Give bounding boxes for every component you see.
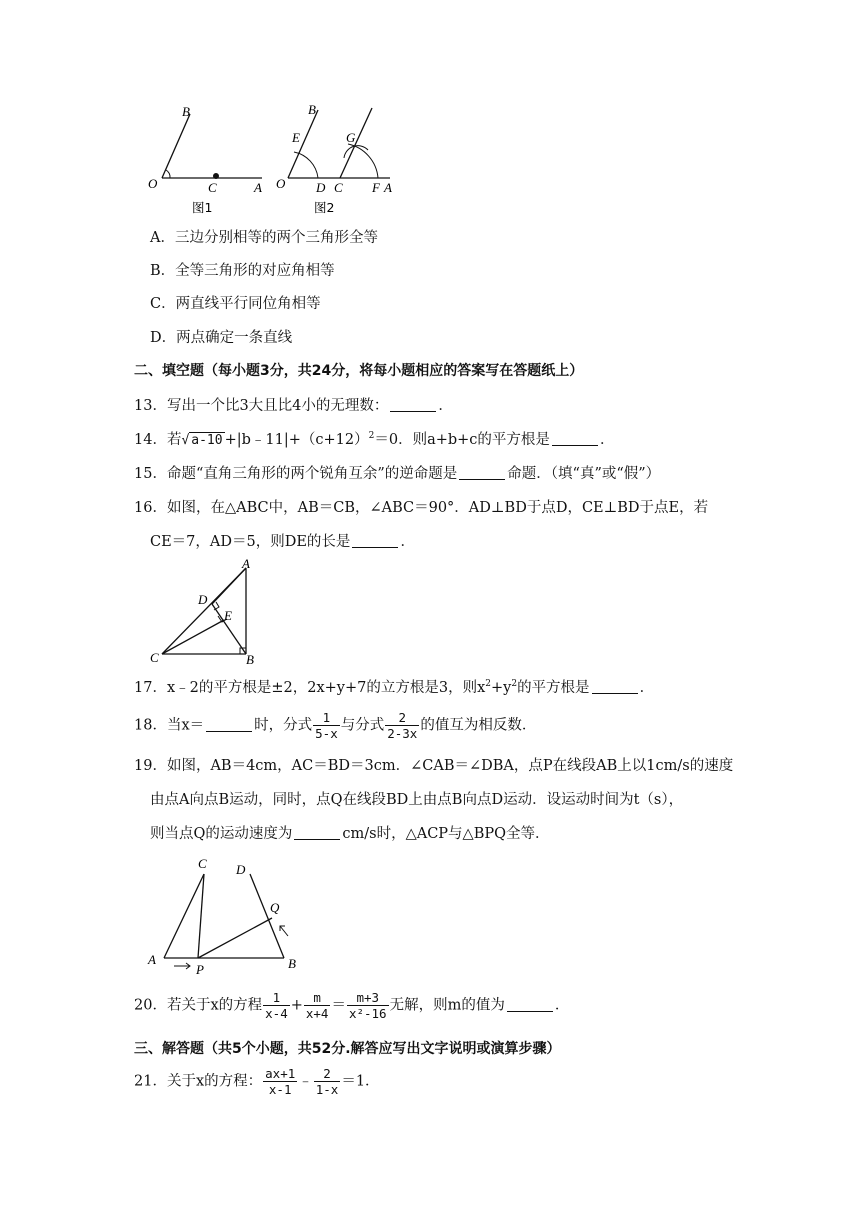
q21-minus: ﹣ (298, 1073, 313, 1090)
fig1-label-A: A (254, 180, 262, 195)
fig2-caption: 图2 (314, 200, 335, 215)
q19-label-C: C (198, 856, 207, 871)
figure-q16-triangle (148, 558, 268, 668)
fig2-label-D: D (316, 180, 326, 195)
q19-line3b: cm/s时，△ACP与△BPQ全等． (342, 826, 550, 842)
figure-angle-construction (140, 96, 410, 218)
q19-label-D: D (236, 862, 246, 877)
fig2-label-G: G (346, 130, 356, 145)
q16-label-B: B (246, 652, 254, 667)
fraction-m-over-x-plus-4: $\frac{m}{x+4}$ (305, 990, 329, 1021)
fig1-label-O: O (148, 176, 158, 191)
fig2-label-E: E (292, 130, 300, 145)
q16-label-A: A (242, 558, 250, 571)
q14-num: 14．若 (134, 432, 182, 448)
q17-c: 的平方根是 (517, 680, 590, 696)
question-20 (134, 990, 569, 1021)
q18-b: 时，分式 (254, 717, 313, 734)
fraction-m-plus-3-over-x2-minus-16: $\frac{m+3}{\text{x²-16}}$ (348, 990, 387, 1021)
answer-blank (294, 838, 340, 840)
q17-b: +y (490, 680, 512, 696)
fraction-1-over-5-minus-x: $\frac{1}{5-x}$ (315, 710, 338, 741)
fraction-2-over-1-minus-x: $\frac{2}{1-x}$ (315, 1066, 339, 1097)
fig2-label-B: B (308, 102, 316, 117)
q16-label-D: D (198, 592, 208, 607)
q20-b: 无解，则m的值为 (389, 997, 505, 1014)
q21-a: 21．关于x的方程： (134, 1073, 263, 1090)
option-b: B．全等三角形的对应角相等 (150, 263, 335, 279)
q19-label-A: A (148, 952, 156, 967)
q16-label-E: E (224, 608, 232, 623)
question-21 (134, 1066, 380, 1097)
fig2-label-C: C (334, 180, 343, 195)
q17-end: ． (639, 680, 655, 696)
figure-q19 (144, 852, 314, 980)
fig1-label-B: B (182, 104, 190, 119)
question-16-line-2 (150, 530, 415, 551)
fraction-1-over-x-minus-4: $\frac{1}{x-4}$ (265, 990, 288, 1021)
q13-text: 13．写出一个比3大且比4小的无理数： (134, 398, 389, 414)
question-17 (134, 676, 654, 697)
figure-2 (276, 102, 392, 215)
q14-part1: +|b﹣11|+（c+12） (224, 432, 369, 448)
option-c: C．两直线平行同位角相等 (150, 296, 321, 312)
q16-end: ． (400, 534, 415, 550)
question-15 (134, 462, 660, 483)
q20-end: ． (554, 997, 570, 1014)
option-d: D．两点确定一条直线 (150, 330, 293, 346)
fig2-label-O: O (276, 176, 286, 191)
q18-a: 18．当x＝ (134, 717, 205, 734)
question-16-line-1: 16．如图，在△ABC中，AB＝CB，∠ABC＝90°．AD⊥BD于点D，CE⊥BD于点E，若 (134, 500, 709, 516)
figure-1 (148, 104, 262, 215)
q14-part2: ＝0．则a+b+c的平方根是 (374, 432, 550, 448)
q17-a: 17．x﹣2的平方根是±2，2x+y+7的立方根是3，则x (134, 680, 486, 696)
option-a: A．三边分别相等的两个三角形全等 (150, 230, 378, 246)
answer-blank (507, 1010, 553, 1012)
q15-end: 命题．（填“真”或“假”） (507, 466, 661, 482)
answer-blank (206, 730, 252, 732)
answer-blank (352, 546, 398, 548)
q20-a: 20．若关于x的方程 (134, 997, 263, 1014)
fig2-label-A: A (384, 180, 392, 195)
question-13 (134, 394, 453, 415)
q17-exp2: 2 (511, 679, 518, 690)
q16-label-C: C (150, 650, 159, 665)
q19-label-B: B (288, 956, 296, 971)
q19-line3a: 则当点Q的运动速度为 (150, 826, 293, 842)
q15-text: 15．命题“直角三角形的两个锐角互余”的逆命题是 (134, 466, 458, 482)
fraction-ax-plus-1-over-x-minus-1: $\frac{ax+1}{x-1}$ (265, 1066, 296, 1097)
q20-eq: ＝ (331, 997, 346, 1014)
q19-label-P: P (196, 962, 204, 977)
q14-radicand: a-10 (191, 433, 223, 448)
answer-blank (459, 478, 505, 480)
question-19-line-3 (150, 822, 550, 843)
q18-d: 的值互为相反数． (420, 717, 537, 734)
q13-end: ． (438, 398, 453, 414)
question-18 (134, 710, 536, 741)
q19-label-Q: Q (270, 900, 280, 915)
question-19-line-1: 19．如图，AB＝4cm，AC＝BD＝3cm．∠CAB＝∠DBA，点P在线段AB上以1cm/s的速度 (134, 758, 734, 774)
q18-c: 与分式 (340, 717, 385, 734)
section-3-heading: 三、解答题（共5个小题，共52分.解答应写出文字说明或演算步骤） (134, 1041, 561, 1057)
q16-line2-text: CE＝7，AD＝5，则DE的长是 (150, 534, 351, 550)
q14-exponent: 2 (368, 431, 375, 442)
fig2-label-F: F (372, 180, 380, 195)
sqrt-symbol: √ (181, 433, 190, 448)
q20-plus: + (290, 997, 303, 1014)
question-19-line-2: 由点A向点B运动，同时，点Q在线段BD上由点B向点D运动．设运动时间为t（s）， (150, 792, 684, 808)
fraction-2-over-2-minus-3x: $\frac{2}{2-3x}$ (387, 710, 418, 741)
answer-blank (390, 410, 436, 412)
answer-blank (592, 692, 638, 694)
section-2-heading: 二、填空题（每小题3分，共24分，将每小题相应的答案写在答题纸上） (134, 363, 584, 379)
q17-exp1: 2 (485, 679, 491, 690)
answer-blank (552, 444, 598, 446)
question-14 (134, 428, 614, 449)
q14-end: ． (599, 432, 615, 448)
fig1-label-C: C (208, 180, 217, 195)
fig1-caption: 图1 (192, 200, 213, 215)
q21-b: ＝1． (341, 1073, 380, 1090)
